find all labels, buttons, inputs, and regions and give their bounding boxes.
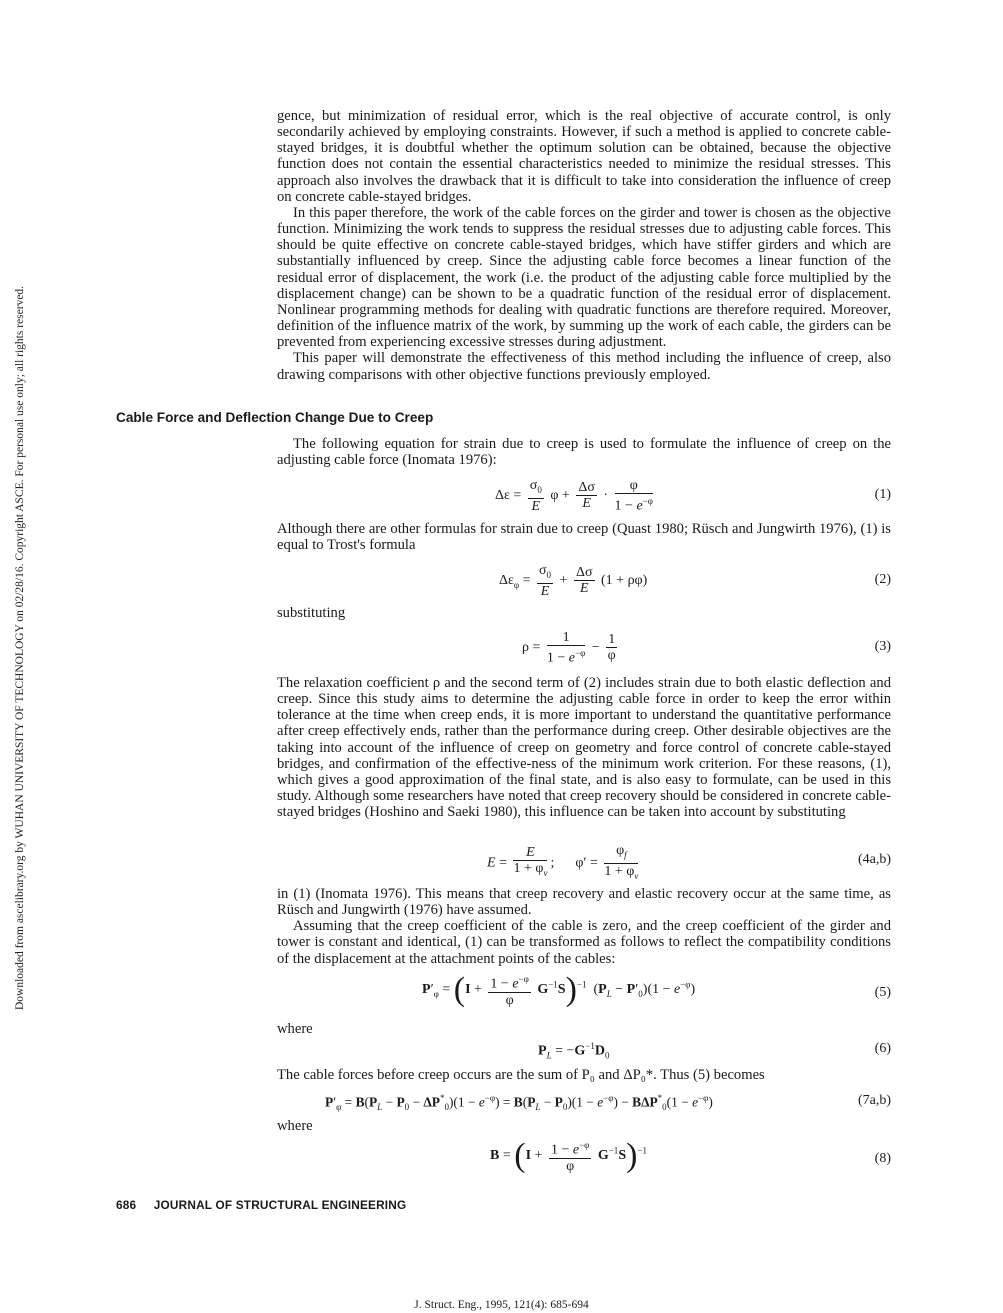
equation-number-2: (2)	[874, 572, 891, 587]
page-number: 686	[116, 1198, 137, 1212]
paragraph-1: gence, but minimization of residual error, which is the real objective of accurate control, is only secondarily achieved by employing constraints. However, if such a method is applied to concrete cable-stayed bridges, it is doubtful whether the optimum solution can be obtained, because the objective function does not contain the essential characteristics needed to minimize the residual stresses. This approach also involves the drawback that it is difficult to take into consideration the influence of creep on concrete cable-stayed bridges.	[277, 108, 891, 205]
journal-name: JOURNAL OF STRUCTURAL ENGINEERING	[153, 1198, 407, 1212]
equation-4: E = $\frac{E}{1 + \varphi_v}$ ; φ′ = $\frac{\varphi_f}{1 + \varphi_v}$ (4a,b)	[487, 843, 891, 881]
section-heading: Cable Force and Deflection Change Due to Creep	[116, 410, 434, 425]
word-where-2: where	[277, 1118, 313, 1134]
equation-number-3: (3)	[874, 639, 891, 654]
paragraph-3: This paper will demonstrate the effectiveness of this method including the influence of creep, also drawing comparisons with other objective functions previously employed.	[277, 350, 891, 383]
equation-number-8: (8)	[874, 1151, 891, 1166]
paragraph-2: In this paper therefore, the work of the cable forces on the girder and tower is chosen as the objective function. Minimizing the work tends to suppress the residual stresses due to adjusting cable forces. This should be quite effective on concrete cable-stayed bridges, which have stiffer girders and which are substantially influenced by creep. Since the adjusting cable force becomes a linear function of the residual error of displacement, the work (i.e. the product of the adjusting cable force multiplied by the displacement change) can be shown to be a quadratic function of the residual error of displacement. Nonlinear programming methods for dealing with quadratic functions are therefore required. Moreover, definition of the influence matrix of the work, by summing up the work of each cable, the girders can be prevented from experiencing excessive stresses during adjustment.	[277, 204, 891, 351]
download-notice: Downloaded from ascelibrary.org by WUHAN UNIVERSITY OF TECHNOLOGY on 02/28/16. Copyright ASCE. For personal use only; all rights reserved.	[14, 285, 26, 1011]
equation-3: ρ = $\frac{1}{1 - e^{-\varphi}}$ − $\frac{1}{\varphi}$ (3)	[522, 630, 891, 666]
citation: J. Struct. Eng., 1995, 121(4): 685-694	[414, 1299, 589, 1311]
paragraph-7: in (1) (Inomata 1976). This means that creep recovery and elastic recovery occur at the same time, as Rüsch and Jungwirth (1976) have assumed.	[277, 886, 891, 919]
equation-8: B = (I + $\frac{1 - e^{-\varphi}}{\varphi}$ $G^{-1}S)^{-1}$ (8)	[490, 1136, 891, 1174]
equation-number-5: (5)	[874, 985, 891, 1000]
equation-number-1: (1)	[874, 487, 891, 502]
equation-6: $P_L = -G^{-1}D_0$ (6)	[538, 1041, 891, 1061]
page-footer	[116, 1198, 406, 1212]
intro-block	[277, 108, 891, 383]
paragraph-6: The relaxation coefficient ρ and the second term of (2) includes strain due to both elastic deflection and creep. Since this study aims to determine the adjusting cable force in order to keep the error within tolerance at the time when creep ends, it is more important to understand the quantitative performance after creep effectively ends, rather than the performance during creep. Other desirable objectives are the taking into account of the influence of creep on geometry and force control of concrete cable-stayed bridges, and confirmation of the effective-ness of the minimum work criterion. For these reasons, (1), which gives a good approximation of the final state, and is also easy to formulate, can be used in this study. Although some researchers have noted that creep recovery should be considered in concrete cable-stayed bridges (Hoshino and Saeki 1980), this influence can be taken into account by substituting	[277, 675, 891, 821]
paragraph-9: The cable forces before creep occurs are the sum of P₀ and ΔP₀*. Thus (5) becomes	[277, 1067, 765, 1083]
equation-7: $P'_\varphi = B(P_L - P_0 - \Delta P^*_0)(1 - e^{-\varphi}) = B(P_L - P_0)(1 - e^{-\varphi}) - B\Delta P^*_0(1 - e^{-\varphi})$ (7a,b)	[325, 1093, 891, 1113]
equation-number-6: (6)	[874, 1041, 891, 1056]
equation-number-7: (7a,b)	[857, 1093, 891, 1108]
equation-5: $P'_\varphi = (I$ + $\frac{1 - e^{-\varphi}}{\varphi}$ $G^{-1}S)^{-1}$ $(P_L - P'_0)(1 - e^{-\varphi})$ (5)	[422, 970, 891, 1008]
paragraph-5: Although there are other formulas for strain due to creep (Quast 1980; Rüsch and Jungwirth 1976), (1) is equal to Trost's formula	[277, 521, 891, 554]
equation-2: $\Delta\varepsilon_\varphi$ = $\frac{\sigma_0}{E}$ + $\frac{\Delta\sigma}{E}$ (1 + ρφ) (2)	[499, 563, 891, 599]
word-substituting: substituting	[277, 605, 346, 621]
paragraph-8: Assuming that the creep coefficient of the cable is zero, and the creep coefficient of the girder and tower is constant and identical, (1) can be transformed as follows to reflect the compatibility conditions of the displacement at the attachment points of the cables:	[277, 918, 891, 967]
equation-1: Δε = $\frac{\sigma_0}{E}$ φ + $\frac{\Delta\sigma}{E}$ · $\frac{\varphi}{1 - e^{-\varphi}}$ (1)	[495, 478, 891, 514]
word-where-1: where	[277, 1021, 313, 1037]
equation-number-4: (4a,b)	[857, 852, 891, 867]
paragraph-4: The following equation for strain due to creep is used to formulate the influence of creep on the adjusting cable force (Inomata 1976):	[277, 436, 891, 469]
